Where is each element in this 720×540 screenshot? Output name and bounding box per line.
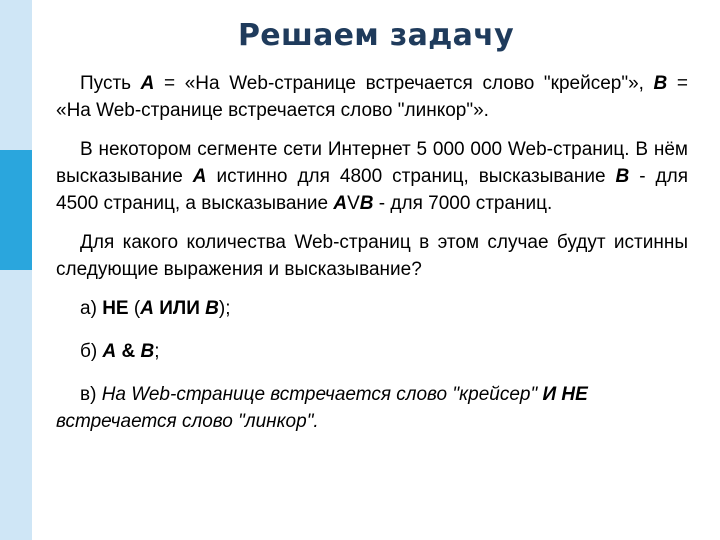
task-b-var-b: В (140, 341, 155, 362)
p1-var-a: A (140, 73, 155, 94)
left-accent-block (0, 150, 32, 270)
definition-paragraph (56, 70, 688, 124)
task-b (56, 338, 688, 365)
task-c-text-2: встречается слово "линкор". (56, 411, 319, 432)
task-b-label: б) (80, 341, 103, 362)
task-b-var-a: А (102, 341, 117, 362)
conditions-paragraph (56, 136, 688, 217)
task-b-and: & (116, 341, 141, 362)
p1-text-1: Пусть (80, 73, 141, 94)
task-a-var-a: А (140, 298, 154, 319)
p2-var-b-2: B (359, 193, 374, 214)
task-a (56, 295, 688, 322)
task-a-not: НЕ (102, 298, 129, 319)
task-c-label: в) (80, 384, 102, 405)
p2-var-a: A (192, 166, 207, 187)
p1-text-2: = «На Web-странице встречается слово "крейсер"», (154, 73, 654, 94)
task-a-or: ИЛИ (153, 298, 206, 319)
task-b-end: ; (154, 341, 160, 362)
task-a-var-b: В (205, 298, 219, 319)
p2-or-operator: V (347, 193, 360, 214)
task-a-close: ); (218, 298, 231, 319)
p1-var-b: B (653, 73, 668, 94)
task-c-text-1: На Web-странице встречается слово "крейсер" (101, 384, 543, 405)
slide-content (56, 70, 688, 451)
p2-var-b: B (615, 166, 630, 187)
task-c (56, 381, 688, 435)
p2-var-a-2: A (333, 193, 348, 214)
p1-text-3: = «На Web-странице встречается слово "линкор"». (56, 73, 688, 121)
left-accent-bar (0, 0, 32, 540)
p2-text-3: - для 4500 страниц, а высказывание (56, 166, 688, 214)
task-a-open: ( (128, 298, 141, 319)
p2-text-4: - для 7000 страниц. (373, 193, 553, 214)
p2-text-2: истинно для 4800 страниц, высказывание (206, 166, 616, 187)
p2-text-1: В некотором сегменте сети Интернет 5 000 000 Web-страниц. В нём высказывание (56, 139, 688, 187)
slide-title: Решаем задачу (238, 18, 514, 53)
task-a-label: а) (80, 298, 103, 319)
question-paragraph: Для какого количества Web-страниц в этом случае будут истинны следующие выражения и высказывание? (56, 232, 688, 280)
task-c-and-not: И НЕ (542, 384, 588, 405)
